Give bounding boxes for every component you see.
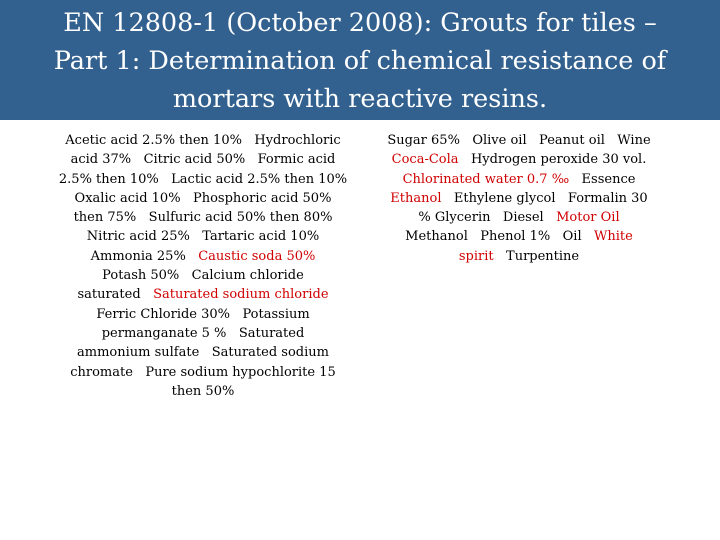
chemical-item: Nitric acid 25% <box>86 229 190 245</box>
text-line <box>370 247 668 266</box>
chemical-item: Phosphoric acid 50% <box>192 190 332 206</box>
highlighted-chemical-item: Caustic soda 50% <box>198 248 316 264</box>
highlighted-chemical-item: spirit <box>458 248 494 264</box>
text-line <box>44 285 362 304</box>
chemical-item: Citric acid 50% <box>143 152 246 168</box>
highlighted-chemical-item: Saturated sodium chloride <box>153 287 329 303</box>
chemical-item: Acetic acid 2.5% then 10% <box>65 133 242 148</box>
chemical-item: Ammonia 25% <box>90 248 186 264</box>
chemical-item: Phenol 1% <box>480 229 551 245</box>
chemical-item: Methanol <box>405 229 468 245</box>
chemical-item: Sulfuric acid 50% then 80% <box>148 210 333 226</box>
chemical-item: Potassium <box>242 306 310 322</box>
text-line <box>44 150 362 169</box>
highlighted-chemical-item: White <box>594 229 633 245</box>
chemical-item: Oil <box>562 229 582 245</box>
chemical-item: Oxalic acid 10% <box>74 190 181 206</box>
chemical-item: ammonium sulfate <box>77 345 200 361</box>
text-line <box>44 208 362 227</box>
slide-title-line-2: Part 1: Determination of chemical resistance of <box>53 46 667 76</box>
chemical-item: % Glycerin <box>418 210 491 226</box>
chemical-item: Saturated <box>238 325 305 341</box>
text-line <box>44 170 362 189</box>
text-line <box>44 324 362 343</box>
chemical-item: permanganate 5 % <box>101 325 227 341</box>
chemical-item: Pure sodium hypochlorite 15 <box>145 364 336 380</box>
chemical-item: Lactic acid 2.5% then 10% <box>171 171 348 187</box>
text-line <box>370 227 668 246</box>
text-line <box>44 247 362 266</box>
chemical-item: Ethylene glycol <box>453 190 556 206</box>
chemical-item: Saturated sodium <box>211 345 329 361</box>
chemical-item: Essence <box>581 171 636 187</box>
chemical-item: Diesel <box>502 210 544 226</box>
slide-title-bar <box>0 0 720 120</box>
highlighted-chemical-item: Motor Oil <box>556 210 620 226</box>
chemical-item: Peanut oil <box>539 133 605 148</box>
chemical-item: Formic acid <box>257 152 336 168</box>
text-line <box>44 382 362 401</box>
text-line <box>44 343 362 362</box>
chemical-item: Calcium chloride <box>191 268 304 284</box>
chemical-item: Hydrochloric <box>254 133 341 148</box>
chemical-item: then 50% <box>171 383 235 399</box>
text-line <box>44 266 362 285</box>
text-line <box>44 131 362 150</box>
text-line <box>44 227 362 246</box>
chemical-item: saturated <box>77 287 141 303</box>
text-line <box>370 189 668 208</box>
chemical-item: Ferric Chloride 30% <box>96 306 231 322</box>
text-line <box>44 363 362 382</box>
text-line <box>44 305 362 324</box>
chemical-item: chromate <box>70 364 133 380</box>
text-line <box>370 208 668 227</box>
text-line <box>370 170 668 189</box>
chemical-item: Wine <box>617 133 651 148</box>
chemical-item: Potash 50% <box>102 268 180 284</box>
left-column-chemical-list <box>44 131 362 401</box>
text-line <box>370 150 668 169</box>
chemical-item: Tartaric acid 10% <box>202 229 320 245</box>
highlighted-chemical-item: Ethanol <box>390 190 442 206</box>
text-line <box>370 131 668 150</box>
chemical-item: Sugar 65% <box>387 133 460 148</box>
highlighted-chemical-item: Chlorinated water 0.7 ‰ <box>402 171 570 187</box>
chemical-item: Formalin 30 <box>567 190 648 206</box>
slide-title-line-1: EN 12808-1 (October 2008): Grouts for tiles – <box>63 8 657 38</box>
highlighted-chemical-item: Coca-Cola <box>391 152 459 168</box>
chemical-item: Turpentine <box>506 248 580 264</box>
chemical-item: then 75% <box>73 210 137 226</box>
chemical-item: Olive oil <box>472 133 527 148</box>
chemical-item: acid 37% <box>70 152 132 168</box>
chemical-item: Hydrogen peroxide 30 vol. <box>470 152 647 168</box>
text-line <box>44 189 362 208</box>
right-column-chemical-list <box>370 131 668 266</box>
slide-title-line-3: mortars with reactive resins. <box>172 84 548 114</box>
chemical-item: 2.5% then 10% <box>58 171 159 187</box>
